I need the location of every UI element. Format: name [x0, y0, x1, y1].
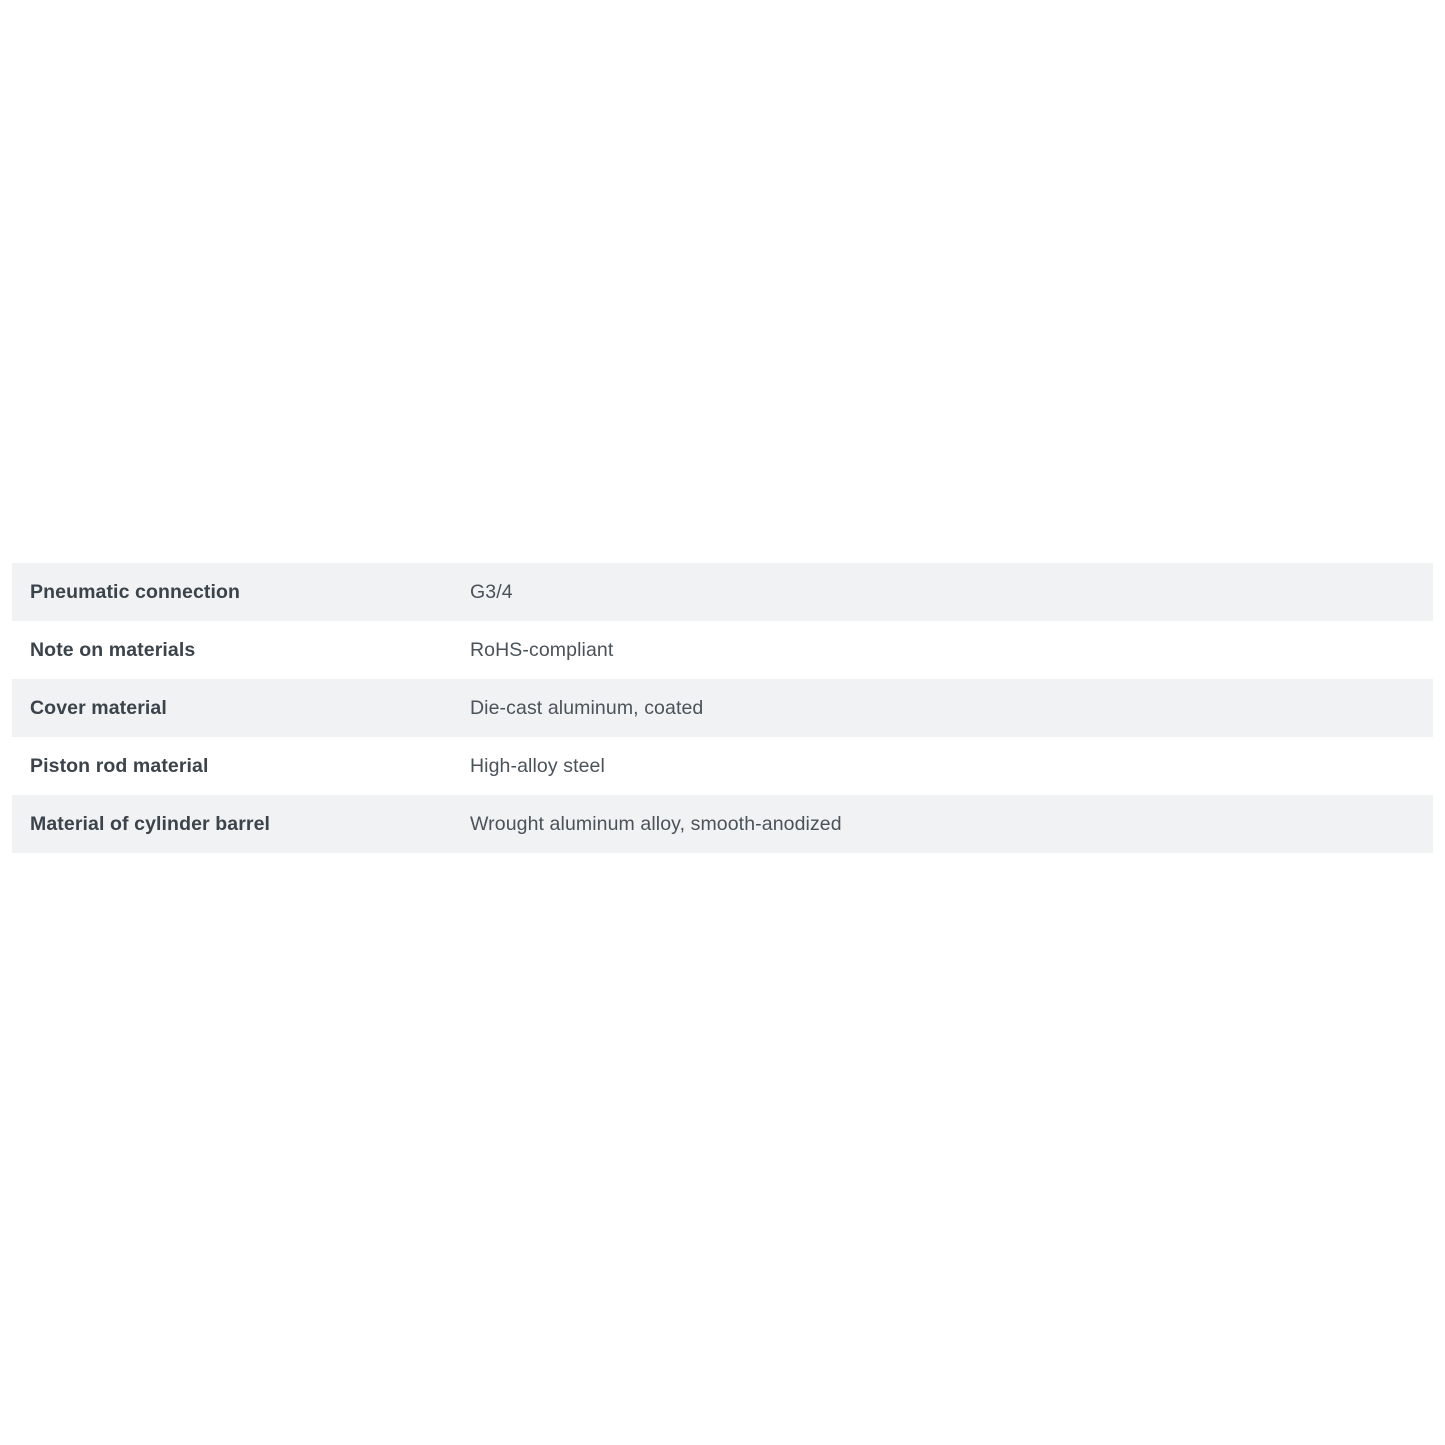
spec-label: Material of cylinder barrel	[30, 813, 271, 835]
spec-value: High-alloy steel	[470, 755, 605, 777]
spec-label: Pneumatic connection	[30, 581, 241, 603]
spec-label: Cover material	[30, 697, 167, 719]
spec-value: Wrought aluminum alloy, smooth-anodized	[470, 813, 842, 835]
table-row	[12, 563, 1433, 621]
table-body	[12, 563, 1433, 853]
table-row	[12, 679, 1433, 737]
table-row	[12, 737, 1433, 795]
table-row	[12, 795, 1433, 853]
spec-value: G3/4	[470, 581, 513, 603]
spec-value: Die-cast aluminum, coated	[470, 697, 704, 719]
spec-value: RoHS-compliant	[470, 639, 614, 661]
spec-label: Piston rod material	[30, 755, 209, 777]
spec-label: Note on materials	[30, 639, 196, 661]
table-row	[12, 621, 1433, 679]
technical-specifications-table	[12, 563, 1433, 853]
